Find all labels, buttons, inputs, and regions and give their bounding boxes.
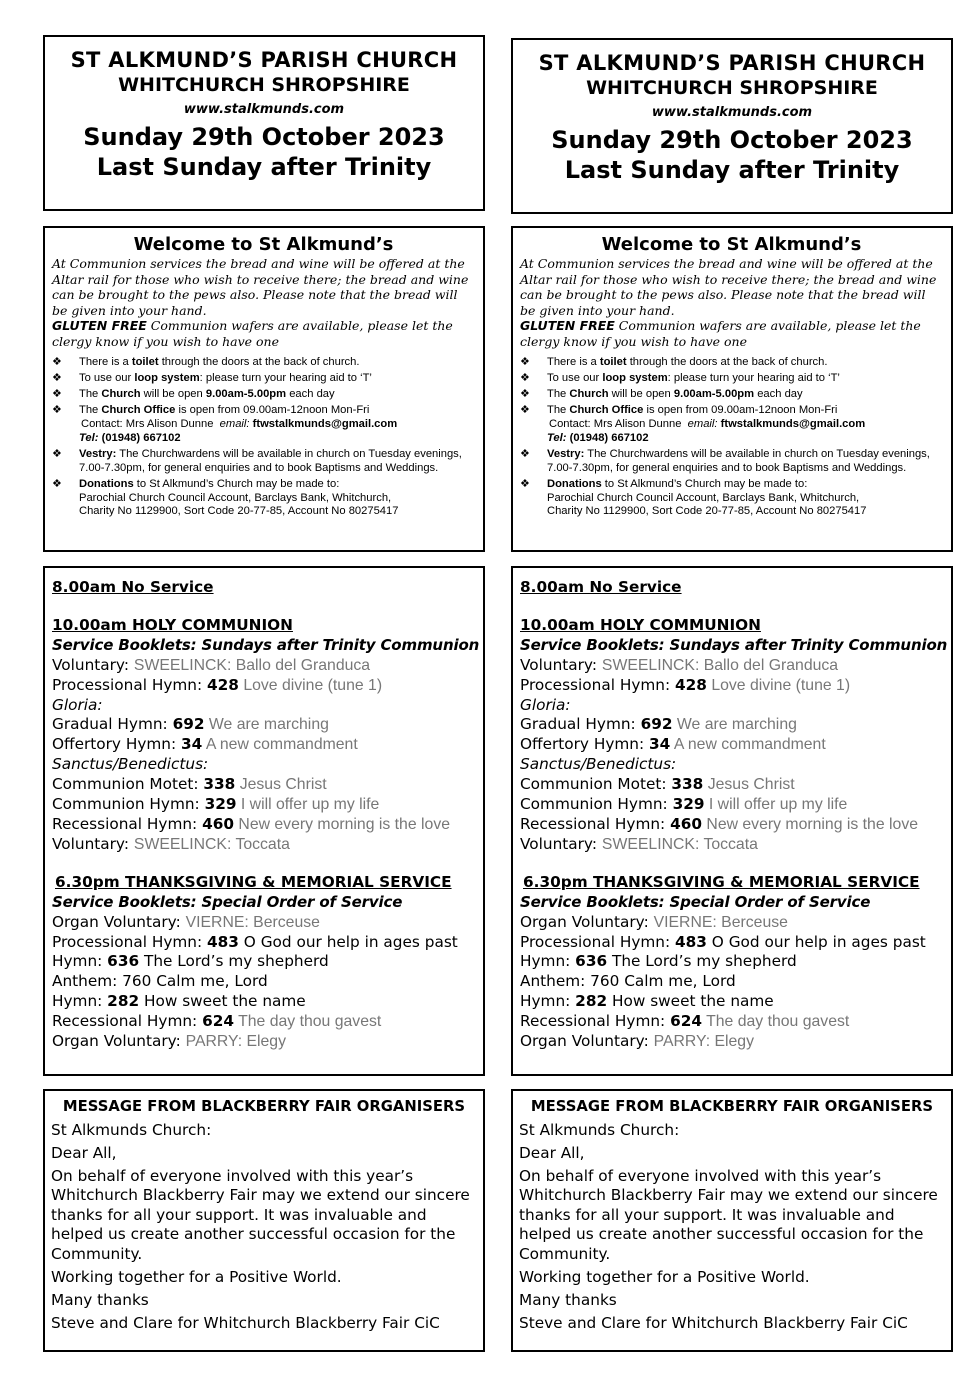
bullet-icon: ❖ xyxy=(520,477,530,490)
sheet-column-left xyxy=(43,0,485,1386)
evening-hymn-line: Hymn: 636 The Lord’s my shepherd xyxy=(520,952,797,971)
communion-motet-line: Communion Motet: 338 Jesus Christ xyxy=(520,775,795,794)
message-thanks: Many thanks xyxy=(51,1290,149,1309)
list-item-toilet: ❖ There is a toilet through the doors at the back of church. xyxy=(52,356,360,368)
message-heading: MESSAGE FROM BLACKBERRY FAIR ORGANISERS xyxy=(530,1098,934,1115)
message-body: On behalf of everyone involved with this year’s Whitchurch Blackberry Fair may we extend our sincere thanks for all your support. It was invaluable and helped us create another successful occasion for the Community. xyxy=(51,1166,470,1263)
communion-note: At Communion services the bread and wine will be offered at the Altar rail for those who wish to receive there; the bread and wine can be brought to the pews also. Please note that the bread will be given into your hand. xyxy=(520,256,937,318)
communion-hymn-line: Communion Hymn: 329 I will offer up my life xyxy=(52,795,380,814)
message-signoff: Steve and Clare for Whitchurch Blackberry Fair CiC xyxy=(51,1313,440,1332)
message-box xyxy=(43,1089,485,1352)
evening-processional-line: Processional Hymn: 483 O God our help in ages past xyxy=(52,932,458,951)
bullet-icon: ❖ xyxy=(520,372,530,385)
list-item-office: ❖ The Church Office is open from 09.00am-12noon Mon-Fri Contact: Mrs Alison Dunne email: ftwstalkmunds@gmail.com Tel: (01948) 667102 xyxy=(52,404,475,445)
town-name: WHITCHURCH SHROPSHIRE xyxy=(118,74,410,96)
list-item-opening: ❖ The Church will be open 9.00am-5.00pm each day xyxy=(520,388,803,401)
email-link[interactable]: ftwstalkmunds@gmail.com xyxy=(252,418,398,431)
website-link[interactable]: www.stalkmunds.com xyxy=(651,105,813,120)
processional-hymn-line: Processional Hymn: 428 Love divine (tune 1) xyxy=(520,675,851,694)
gluten-free-label: GLUTEN FREE xyxy=(520,318,615,333)
evening-recessional-line: Recessional Hymn: 624 The day thou gavest xyxy=(52,1012,382,1031)
early-service-heading: 8.00am No Service xyxy=(52,578,214,596)
services-box xyxy=(511,566,953,1076)
header-box xyxy=(511,38,953,214)
sanctus-line: Sanctus/Benedictus: xyxy=(52,755,209,774)
website-link[interactable]: www.stalkmunds.com xyxy=(183,102,345,117)
offertory-hymn-line: Offertory Hymn: 34 A new commandment xyxy=(520,735,826,754)
voluntary-line: Voluntary: SWEELINCK: Ballo del Granduca xyxy=(520,655,839,674)
list-item-opening: ❖ The Church will be open 9.00am-5.00pm each day xyxy=(52,388,335,401)
message-heading: MESSAGE FROM BLACKBERRY FAIR ORGANISERS xyxy=(62,1098,466,1115)
recessional-hymn-line: Recessional Hymn: 460 New every morning is the love xyxy=(52,814,450,833)
gloria-line: Gloria: xyxy=(52,695,103,714)
voluntary-line: Voluntary: SWEELINCK: Ballo del Granduca xyxy=(52,655,371,674)
organ-voluntary-line: Organ Voluntary: VIERNE: Berceuse xyxy=(52,912,320,931)
gradual-hymn-line: Gradual Hymn: 692 We are marching xyxy=(52,715,329,734)
list-item-donations: ❖ Donations to St Alkmund’s Church may be made to: Parochial Church Council Account, Barclays Bank, Whitchurch, Charity No 1129900, Sort Code 20-77-85, Account No 80275417 xyxy=(520,477,867,518)
list-item-loop: ❖ To use our loop system: please turn your hearing aid to ‘T’ xyxy=(52,372,372,385)
closing-voluntary-line: Voluntary: SWEELINCK: Toccata xyxy=(52,834,290,853)
holy-communion-booklets: Service Booklets: Sundays after Trinity Communion xyxy=(520,635,948,654)
message-signoff: Steve and Clare for Whitchurch Blackberry Fair CiC xyxy=(519,1313,908,1332)
message-thanks: Many thanks xyxy=(519,1290,617,1309)
evening-hymn2-line: Hymn: 282 How sweet the name xyxy=(52,992,306,1011)
evening-booklets: Service Booklets: Special Order of Service xyxy=(520,892,871,911)
welcome-box xyxy=(43,226,485,552)
welcome-title: Welcome to St Alkmund’s xyxy=(133,234,394,255)
gloria-line: Gloria: xyxy=(520,695,571,714)
processional-hymn-line: Processional Hymn: 428 Love divine (tune 1) xyxy=(52,675,383,694)
office-contact: Contact: Mrs Alison Dunne email: ftwstalkmunds@gmail.com xyxy=(81,418,398,431)
phone-number: (01948) 667102 xyxy=(101,431,181,444)
service-date: Sunday 29th October 2023 xyxy=(83,123,445,151)
church-name: ST ALKMUND’S PARISH CHURCH xyxy=(538,51,926,75)
list-item-loop: ❖ To use our loop system: please turn your hearing aid to ‘T’ xyxy=(520,372,840,385)
bullet-icon: ❖ xyxy=(520,404,530,417)
communion-motet-line: Communion Motet: 338 Jesus Christ xyxy=(52,775,327,794)
message-box xyxy=(511,1089,953,1352)
church-name: ST ALKMUND’S PARISH CHURCH xyxy=(70,48,458,72)
message-recipient: St Alkmunds Church: xyxy=(519,1120,680,1139)
gluten-free-note: Communion wafers are available, please let the clergy know if you wish to have one xyxy=(520,318,921,349)
list-item-toilet: ❖ There is a toilet through the doors at the back of church. xyxy=(520,356,828,368)
evening-processional-line: Processional Hymn: 483 O God our help in ages past xyxy=(520,932,926,951)
closing-voluntary-line: Voluntary: SWEELINCK: Toccata xyxy=(520,834,758,853)
welcome-box xyxy=(511,226,953,552)
sheet-column-right xyxy=(511,0,953,1386)
closing-organ-voluntary-line: Organ Voluntary: PARRY: Elegy xyxy=(52,1032,286,1051)
closing-organ-voluntary-line: Organ Voluntary: PARRY: Elegy xyxy=(520,1032,754,1051)
evening-booklets: Service Booklets: Special Order of Service xyxy=(52,892,403,911)
service-date: Sunday 29th October 2023 xyxy=(551,126,913,154)
header-box xyxy=(43,35,485,211)
welcome-intro xyxy=(520,256,943,349)
holy-communion-heading: 10.00am HOLY COMMUNION xyxy=(52,615,293,634)
welcome-intro xyxy=(52,256,475,349)
list-item-donations: ❖ Donations to St Alkmund’s Church may be made to: Parochial Church Council Account, Barclays Bank, Whitchurch, Charity No 1129900, Sort Code 20-77-85, Account No 80275417 xyxy=(52,477,399,518)
early-service-heading: 8.00am No Service xyxy=(520,578,682,596)
info-list xyxy=(520,356,943,519)
message-greeting: Dear All, xyxy=(51,1143,117,1162)
message-recipient: St Alkmunds Church: xyxy=(51,1120,212,1139)
sanctus-line: Sanctus/Benedictus: xyxy=(520,755,677,774)
anthem-line: Anthem: 760 Calm me, Lord xyxy=(520,972,736,991)
anthem-line: Anthem: 760 Calm me, Lord xyxy=(52,972,268,991)
gradual-hymn-line: Gradual Hymn: 692 We are marching xyxy=(520,715,797,734)
bullet-icon: ❖ xyxy=(52,477,62,490)
list-item-office: ❖ The Church Office is open from 09.00am-12noon Mon-Fri Contact: Mrs Alison Dunne email: ftwstalkmunds@gmail.com Tel: (01948) 667102 xyxy=(520,404,943,445)
bullet-icon: ❖ xyxy=(520,356,530,368)
organ-voluntary-line: Organ Voluntary: VIERNE: Berceuse xyxy=(520,912,788,931)
liturgical-day: Last Sunday after Trinity xyxy=(96,153,432,181)
office-contact: Contact: Mrs Alison Dunne email: ftwstalkmunds@gmail.com xyxy=(549,418,866,431)
evening-recessional-line: Recessional Hymn: 624 The day thou gavest xyxy=(520,1012,850,1031)
communion-hymn-line: Communion Hymn: 329 I will offer up my life xyxy=(520,795,848,814)
communion-note: At Communion services the bread and wine will be offered at the Altar rail for those who wish to receive there; the bread and wine can be brought to the pews also. Please note that the bread will be given into your hand. xyxy=(52,256,469,318)
message-greeting: Dear All, xyxy=(519,1143,585,1162)
message-body: On behalf of everyone involved with this year’s Whitchurch Blackberry Fair may we extend our sincere thanks for all your support. It was invaluable and helped us create another successful occasion for the Community. xyxy=(519,1166,938,1263)
list-item-vestry: ❖ Vestry: The Churchwardens will be available in church on Tuesday evenings, 7.00-7.30pm, for general enquiries and to book Baptisms and Weddings. xyxy=(52,447,462,474)
message-motto: Working together for a Positive World. xyxy=(519,1267,810,1286)
holy-communion-heading: 10.00am HOLY COMMUNION xyxy=(520,615,761,634)
info-list xyxy=(52,356,475,519)
recessional-hymn-line: Recessional Hymn: 460 New every morning is the love xyxy=(520,814,918,833)
bullet-icon: ❖ xyxy=(52,447,62,460)
evening-hymn-line: Hymn: 636 The Lord’s my shepherd xyxy=(52,952,329,971)
bullet-icon: ❖ xyxy=(52,404,62,417)
bullet-icon: ❖ xyxy=(52,356,62,368)
evening-hymn2-line: Hymn: 282 How sweet the name xyxy=(520,992,774,1011)
evening-service-heading: 6.30pm THANKSGIVING & MEMORIAL SERVICE xyxy=(55,872,452,891)
phone-number: (01948) 667102 xyxy=(569,431,649,444)
town-name: WHITCHURCH SHROPSHIRE xyxy=(586,77,878,99)
bullet-icon: ❖ xyxy=(52,372,62,385)
email-link[interactable]: ftwstalkmunds@gmail.com xyxy=(720,418,866,431)
welcome-title: Welcome to St Alkmund’s xyxy=(601,234,862,255)
list-item-vestry: ❖ Vestry: The Churchwardens will be available in church on Tuesday evenings, 7.00-7.30pm, for general enquiries and to book Baptisms and Weddings. xyxy=(520,447,930,474)
bullet-icon: ❖ xyxy=(520,388,530,401)
gluten-free-note: Communion wafers are available, please let the clergy know if you wish to have one xyxy=(52,318,453,349)
liturgical-day: Last Sunday after Trinity xyxy=(564,156,900,184)
evening-service-heading: 6.30pm THANKSGIVING & MEMORIAL SERVICE xyxy=(523,872,920,891)
bullet-icon: ❖ xyxy=(52,388,62,401)
offertory-hymn-line: Offertory Hymn: 34 A new commandment xyxy=(52,735,358,754)
holy-communion-booklets: Service Booklets: Sundays after Trinity Communion xyxy=(52,635,480,654)
bullet-icon: ❖ xyxy=(520,447,530,460)
message-motto: Working together for a Positive World. xyxy=(51,1267,342,1286)
services-box xyxy=(43,566,485,1076)
gluten-free-label: GLUTEN FREE xyxy=(52,318,147,333)
